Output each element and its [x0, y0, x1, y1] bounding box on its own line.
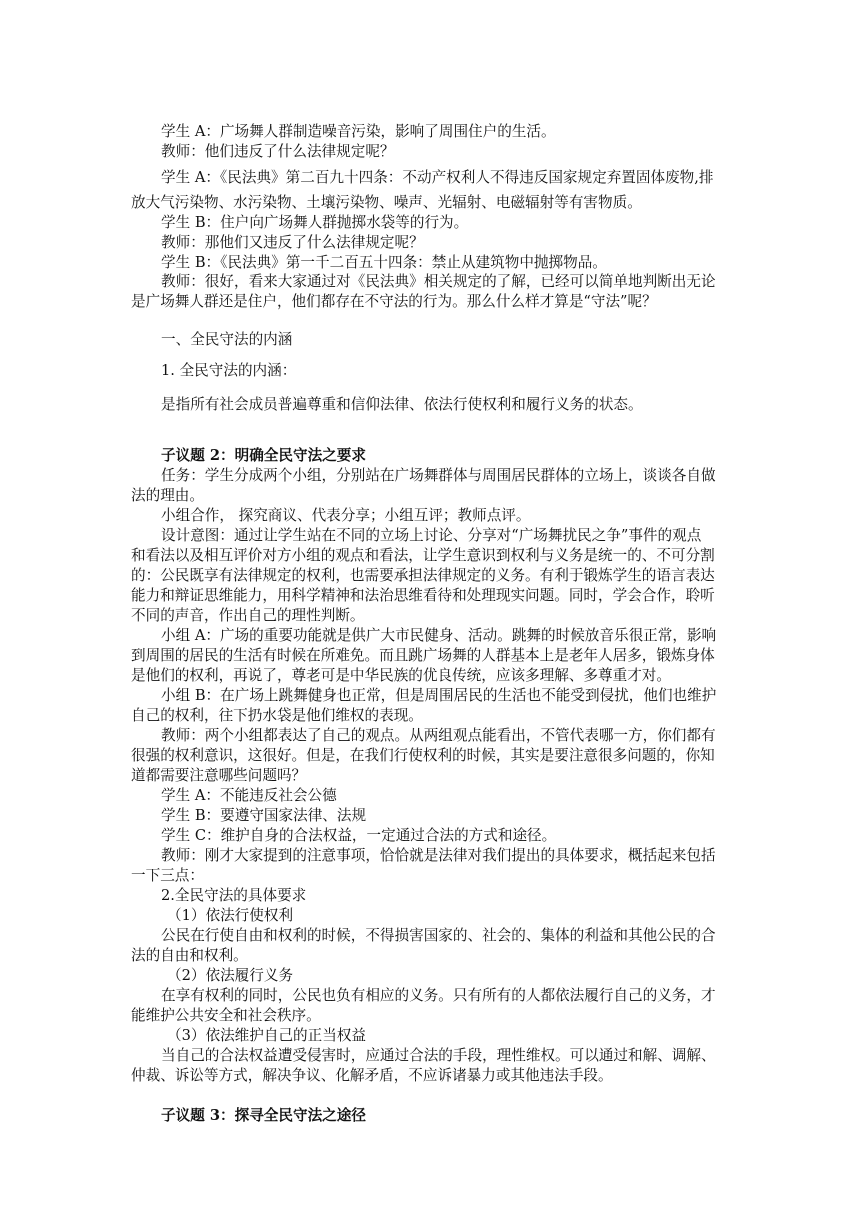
dialogue-line: 学生 A：《民法典》第二百九十四条：不动产权利人不得违反国家规定弃置固体废物,排: [161, 169, 714, 186]
paragraph-line: 学生 A：不能违反社会公德: [161, 787, 337, 804]
paragraph-line: 仲裁、诉讼等方式，解决争议、化解矛盾，不应诉诸暴力或其他违法手段。: [131, 1067, 613, 1084]
section-heading: 一、全民守法的内涵: [161, 331, 293, 348]
dialogue-line: 学生 B：住户向广场舞人群抛掷水袋等的行为。: [161, 214, 469, 231]
paragraph-line: 任务：学生分成两个小组，分别站在广场舞群体与周围居民群体的立场上，谈谈各自做: [161, 467, 716, 484]
paragraph-line: 能维护公共安全和社会秩序。: [131, 1007, 321, 1024]
paragraph-line: 法的理由。: [131, 487, 204, 504]
dialogue-line: 放大气污染物、水污染物、土壤污染物、噪声、光辐射、电磁辐射等有害物质。: [131, 194, 642, 211]
paragraph-line: 很强的权利意识，这很好。但是，在我们行使权利的时候，其实是要注意很多问题的，你知: [131, 747, 715, 764]
paragraph-line: 小组合作， 探究商议、代表分享；小组互评；教师点评。: [161, 507, 531, 524]
sub-topic-heading: 子议题 2：明确全民守法之要求: [161, 447, 366, 464]
definition-text: 是指所有社会成员普遍尊重和信仰法律、依法行使权利和履行义务的状态。: [161, 396, 643, 413]
paragraph-line: 学生 B：要遵守国家法律、法规: [161, 807, 367, 824]
dialogue-line: 教师：那他们又违反了什么法律规定呢？: [161, 234, 424, 251]
paragraph-line: 教师：刚才大家提到的注意事项，恰恰就是法律对我们提出的具体要求，概括起来包括: [161, 847, 716, 864]
paragraph-line: 是他们的权利，再说了，尊老可是中华民族的优良传统，应该多理解、多尊重才对。: [131, 667, 671, 684]
paragraph-line: 道都需要注意哪些问题吗？: [131, 767, 307, 784]
requirement-heading: （1）依法行使权利: [167, 907, 294, 924]
paragraph-line: 设计意图：通过让学生站在不同的立场上讨论、分享对“广场舞扰民之争”事件的观点: [161, 527, 702, 544]
paragraph-line: 学生 C：维护自身的合法权益，一定通过合法的方式和途径。: [161, 827, 557, 844]
requirement-heading: （2）依法履行义务: [167, 967, 294, 984]
paragraph-line: 到周围的居民的生活有时候在所难免。而且跳广场舞的人群基本上是老年人居多，锻炼身体: [131, 647, 715, 664]
dialogue-line: 学生 B：《民法典》第一千二百五十四条：禁止从建筑物中抛掷物品。: [161, 254, 607, 271]
paragraph-line: 和看法以及相互评价对方小组的观点和看法，让学生意识到权利与义务是统一的、不可分割: [131, 547, 715, 564]
paragraph-line: 法的自由和权利。: [131, 947, 248, 964]
requirement-heading: （3）依法维护自己的正当权益: [167, 1027, 367, 1044]
paragraph-line: 自己的权利，往下扔水袋是他们维权的表现。: [131, 707, 423, 724]
paragraph-line: 公民在行使自由和权利的时候，不得损害国家的、社会的、集体的利益和其他公民的合: [161, 927, 716, 944]
dialogue-line: 学生 A：广场舞人群制造噪音污染，影响了周围住户的生活。: [161, 123, 556, 140]
paragraph-line: 小组 A：广场的重要功能就是供广大市民健身、活动。跳舞的时候放音乐很正常，影响: [161, 627, 717, 644]
paragraph-line: 小组 B：在广场上跳舞健身也正常，但是周围居民的生活也不能受到侵扰，他们也维护: [161, 687, 717, 704]
paragraph-line: 在享有权利的同时，公民也负有相应的义务。只有所有的人都依法履行自己的义务，才: [161, 987, 716, 1004]
paragraph-line: 一下三点：: [131, 867, 204, 884]
dialogue-line: 教师：很好，看来大家通过对《民法典》相关规定的了解，已经可以简单地判断出无论: [161, 273, 716, 290]
dialogue-line: 教师：他们违反了什么法律规定呢？: [161, 143, 395, 160]
sub-topic-heading: 子议题 3：探寻全民守法之途径: [161, 1107, 366, 1124]
paragraph-line: 教师：两个小组都表达了自己的观点。从两组观点能看出，不管代表哪一方，你们都有: [161, 727, 716, 744]
subsection-heading: 1. 全民守法的内涵：: [161, 362, 297, 379]
dialogue-line: 是广场舞人群还是住户，他们都存在不守法的行为。那么什么样才算是“守法”呢？: [131, 293, 657, 310]
subsection-heading: 2.全民守法的具体要求: [161, 887, 307, 904]
paragraph-line: 当自己的合法权益遭受侵害时，应通过合法的手段，理性维权。可以通过和解、调解、: [161, 1047, 716, 1064]
paragraph-line: 的：公民既享有法律规定的权利，也需要承担法律规定的义务。有利于锻炼学生的语言表达: [131, 567, 715, 584]
paragraph-line: 能力和辩证思维能力，用科学精神和法治思维看待和处理现实问题。同时，学会合作，聆听: [131, 587, 715, 604]
paragraph-line: 不同的声音，作出自己的理性判断。: [131, 607, 365, 624]
